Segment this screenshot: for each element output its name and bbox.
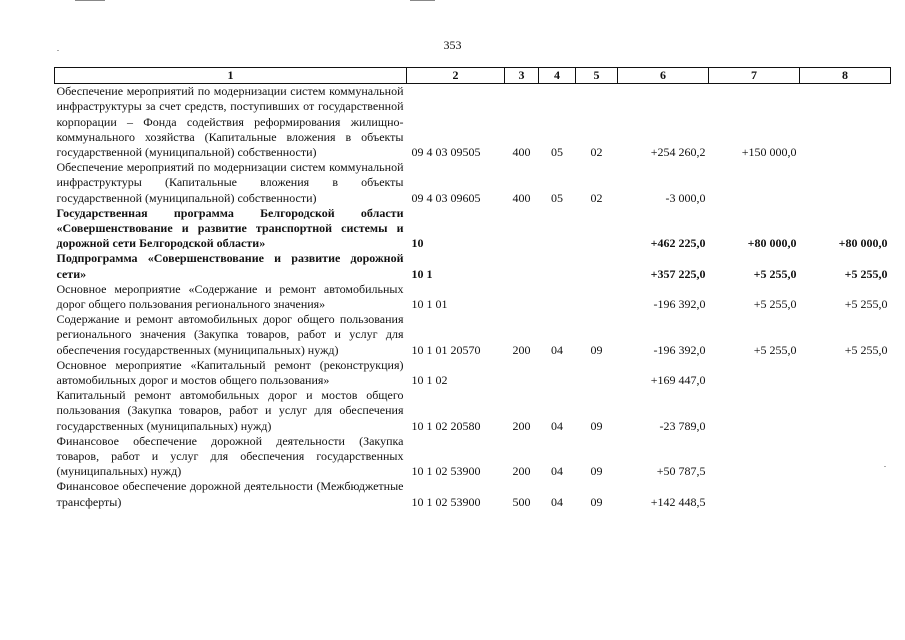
scan-top-edge-left xyxy=(75,0,105,1)
table-row xyxy=(55,358,891,388)
scan-top-edge-right xyxy=(410,0,435,1)
amount-2023: +5 255,0 xyxy=(844,297,888,312)
amount-2021: -3 000,0 xyxy=(665,190,706,205)
amount-2022 xyxy=(709,388,800,434)
row-description: Финансовое обеспечение дорожной деятельности (Межбюджетные трансферты) xyxy=(56,479,404,509)
amount-2023 xyxy=(800,160,891,206)
column-header: 6 xyxy=(618,68,709,84)
section-code: 04 xyxy=(551,464,563,479)
target-article-code: 10 1 02 20580 xyxy=(411,418,481,433)
table-row xyxy=(55,84,891,161)
expense-type-code: 200 xyxy=(512,418,531,433)
target-article-code: 09 4 03 09605 xyxy=(411,190,481,205)
amount-2022: +80 000,0 xyxy=(747,236,797,251)
amount-2021: +50 787,5 xyxy=(656,464,706,479)
section-code xyxy=(539,282,576,312)
expense-type-code xyxy=(505,251,539,281)
expense-type-code: 200 xyxy=(512,464,531,479)
amount-2022 xyxy=(709,358,800,388)
section-code: 05 xyxy=(551,190,563,205)
subsection-code: 09 xyxy=(590,464,603,479)
target-article-code: 10 1 02 xyxy=(411,373,448,388)
table-row xyxy=(55,251,891,281)
amount-2021: -196 392,0 xyxy=(653,297,706,312)
column-header: 5 xyxy=(576,68,618,84)
subsection-code xyxy=(576,358,618,388)
amount-2023 xyxy=(800,358,891,388)
target-article-code: 09 4 03 09505 xyxy=(411,145,481,160)
target-article-code: 10 1 02 53900 xyxy=(411,494,481,509)
row-description: Содержание и ремонт автомобильных дорог общего пользования регионального значения (Закупка товаров, работ и услуг для обеспечения государственных (муниципальных) нужд) xyxy=(56,312,404,357)
subsection-code xyxy=(576,282,618,312)
amount-2022: +150 000,0 xyxy=(741,145,797,160)
target-article-code: 10 1 02 53900 xyxy=(411,464,481,479)
table-row xyxy=(55,282,891,312)
expense-type-code: 200 xyxy=(512,342,531,357)
row-description: Обеспечение мероприятий по модернизации систем коммунальной инфраструктуры (Капитальные вложения в объекты государственной (муниципальной) собственности) xyxy=(56,160,404,205)
subsection-code: 02 xyxy=(590,190,603,205)
row-description: Государственная программа Белгородской области «Совершенствование и развитие транспортной системы и дорожной сети Белгородской области» xyxy=(56,205,404,251)
column-header: 8 xyxy=(800,68,891,84)
subsection-code xyxy=(576,206,618,252)
amount-2021: -23 789,0 xyxy=(659,418,706,433)
column-header: 2 xyxy=(407,68,505,84)
target-article-code: 10 1 01 20570 xyxy=(411,342,481,357)
budget-table xyxy=(54,67,891,510)
section-code xyxy=(539,358,576,388)
amount-2022 xyxy=(709,479,800,509)
amount-2021: -196 392,0 xyxy=(653,342,706,357)
section-code xyxy=(539,251,576,281)
table-row xyxy=(55,388,891,434)
expense-type-code: 500 xyxy=(512,494,531,509)
amount-2021: +169 447,0 xyxy=(650,373,706,388)
row-description: Подпрограмма «Совершенствование и развитие дорожной сети» xyxy=(56,251,404,281)
row-description: Основное мероприятие «Содержание и ремонт автомобильных дорог общего пользования регионального значения» xyxy=(56,281,404,312)
expense-type-code xyxy=(505,358,539,388)
amount-2023 xyxy=(800,479,891,509)
table-row xyxy=(55,312,891,358)
table-row xyxy=(55,206,891,252)
amount-2023 xyxy=(800,388,891,434)
section-code: 04 xyxy=(551,342,563,357)
table-header-row xyxy=(55,68,891,84)
amount-2022: +5 255,0 xyxy=(753,342,797,357)
amount-2021: +357 225,0 xyxy=(650,266,706,281)
target-article-code: 10 xyxy=(411,236,424,251)
table-row xyxy=(55,160,891,206)
column-header: 3 xyxy=(505,68,539,84)
expense-type-code: 400 xyxy=(512,190,531,205)
column-header: 1 xyxy=(55,68,407,84)
column-header: 7 xyxy=(709,68,800,84)
section-code: 05 xyxy=(551,145,563,160)
amount-2023 xyxy=(800,434,891,480)
row-description: Основное мероприятие «Капитальный ремонт (реконструкция) автомобильных дорог и мостов общего пользования» xyxy=(56,357,404,388)
page-number: 353 xyxy=(443,38,462,52)
amount-2022 xyxy=(709,160,800,206)
amount-2021: +462 225,0 xyxy=(650,236,706,251)
section-code: 04 xyxy=(551,418,563,433)
target-article-code: 10 1 xyxy=(411,266,433,281)
section-code: 04 xyxy=(551,494,563,509)
subsection-code: 09 xyxy=(590,418,603,433)
column-header: 4 xyxy=(539,68,576,84)
expense-type-code xyxy=(505,206,539,252)
amount-2022 xyxy=(709,434,800,480)
amount-2021: +142 448,5 xyxy=(650,494,706,509)
section-code xyxy=(539,206,576,252)
table-row xyxy=(55,434,891,480)
subsection-code: 09 xyxy=(590,342,603,357)
amount-2022: +5 255,0 xyxy=(753,266,797,281)
expense-type-code xyxy=(505,282,539,312)
table-row xyxy=(55,479,891,509)
target-article-code: 10 1 01 xyxy=(411,297,448,312)
amount-2023 xyxy=(800,84,891,161)
subsection-code: 09 xyxy=(590,494,603,509)
subsection-code xyxy=(576,251,618,281)
row-description: Обеспечение мероприятий по модернизации систем коммунальной инфраструктуры за счет средств, поступивших от государственной корпорации – Фонда содействия реформирования жилищно-коммунального хозяйства (Капитальные вложения в объекты государственной (муниципальной) собственности) xyxy=(56,84,404,160)
row-description: Финансовое обеспечение дорожной деятельности (Закупка товаров, работ и услуг для обеспечения государственных (муниципальных) нужд) xyxy=(56,433,404,479)
expense-type-code: 400 xyxy=(512,145,531,160)
amount-2023: +5 255,0 xyxy=(844,266,888,281)
amount-2021: +254 260,2 xyxy=(650,145,706,160)
row-description: Капитальный ремонт автомобильных дорог и мостов общего пользования (Закупка товаров, работ и услуг для обеспечения государственных (муниципальных) нужд) xyxy=(56,388,404,433)
subsection-code: 02 xyxy=(590,145,603,160)
amount-2023: +5 255,0 xyxy=(844,342,888,357)
amount-2023: +80 000,0 xyxy=(838,236,888,251)
amount-2022: +5 255,0 xyxy=(753,297,797,312)
